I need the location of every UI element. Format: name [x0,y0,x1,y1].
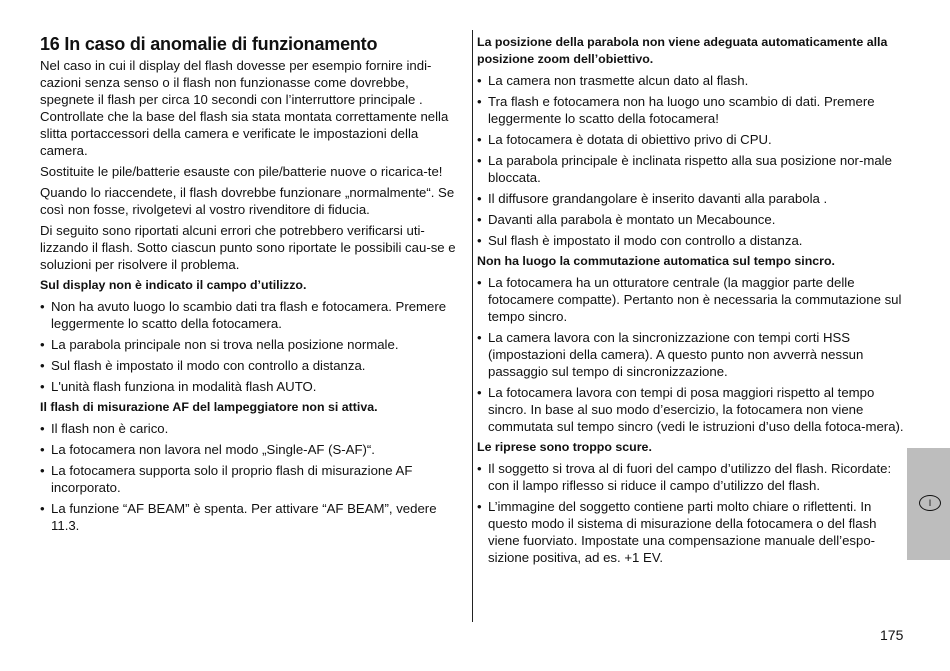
bullet-icon: • [477,212,482,227]
problem-heading: Le riprese sono troppo scure. [477,440,652,454]
list-item [40,298,465,332]
language-badge: I [919,495,941,511]
list-item [477,93,905,127]
intro-paragraph: Sostituite le pile/batterie esauste con pile/batterie nuove o ricarica-te! [40,164,443,179]
list-item-text: Il diffusore grandangolare è inserito davanti alla parabola . [488,191,828,206]
language-tab [907,448,950,560]
intro-paragraph: Nel caso in cui il display del flash dovesse per esempio fornire indi-cazioni senza senso o il flash non funzionasse come dovrebbe, spegnete il flash per circa 10 secondi con l’interruttore principale . Controllate che la base del flash sia stata montata correttamente nella slitta portaccessori della camera e verificate le impostazioni della camera. [40,58,449,158]
cause-list [477,460,905,566]
left-column [40,32,465,538]
list-item [477,131,905,148]
bullet-icon: • [40,358,45,373]
list-item [40,441,465,458]
right-column [477,34,905,570]
list-item-text: Sul flash è impostato il modo con controllo a distanza. [51,358,366,373]
list-item [477,274,905,325]
page-number: 175 [880,627,904,643]
list-item-text: La parabola principale è inclinata rispetto alla sua posizione nor-male bloccata. [488,153,892,185]
list-item-text: L'unità flash funziona in modalità flash AUTO. [51,379,317,394]
bullet-icon: • [477,132,482,147]
list-item-text: La fotocamera è dotata di obiettivo privo di CPU. [488,132,772,147]
cause-list [477,274,905,435]
problem-heading: Sul display non è indicato il campo d’utilizzo. [40,278,307,292]
list-item-text: Davanti alla parabola è montato un Mecabounce. [488,212,776,227]
bullet-icon: • [40,463,45,478]
problem-heading: Il flash di misurazione AF del lampeggiatore non si attiva. [40,400,378,414]
list-item [40,336,465,353]
problem-heading: La posizione della parabola non viene adeguata automaticamente alla posizione zoom dell’obiettivo. [477,35,888,66]
bullet-icon: • [477,153,482,168]
section-title: 16 In caso di anomalie di funzionamento [40,34,378,54]
list-item-text: La funzione “AF BEAM” è spenta. Per attivare “AF BEAM”, vedere 11.3. [51,501,437,533]
list-item [477,498,905,566]
column-divider [472,30,473,622]
list-item-text: Il soggetto si trova al di fuori del campo d’utilizzo del flash. Ricordate: con il lampo riflesso si riduce il campo d’utilizzo del flash. [488,461,892,493]
list-item-text: La fotocamera lavora con tempi di posa maggiori rispetto al tempo sincro. In base al suo modo d’esercizio, la fotocamera non viene commutata sul tempo sincro (vedi le istruzioni d’uso della fotoca-mera). [488,385,904,434]
list-item [477,232,905,249]
bullet-icon: • [477,94,482,109]
bullet-icon: • [40,442,45,457]
bullet-icon: • [40,379,45,394]
intro-paragraph: Quando lo riaccendete, il flash dovrebbe funzionare „normalmente“. Se così non fosse, rivolgetevi al vostro rivenditore di fiducia. [40,185,455,217]
bullet-icon: • [477,233,482,248]
list-item-text: La fotocamera supporta solo il proprio flash di misurazione AF incorporato. [51,463,413,495]
list-item [40,500,465,534]
list-item-text: La camera non trasmette alcun dato al flash. [488,73,749,88]
cause-list [477,72,905,249]
intro-paragraph: Di seguito sono riportati alcuni errori che potrebbero verificarsi uti-lizzando il flash. Sotto ciascun punto sono riportate le possibili cau-se e soluzioni per risolvere il problema. [40,223,456,272]
cause-list [40,298,465,395]
list-item-text: L’immagine del soggetto contiene parti molto chiare o riflettenti. In questo modo il sistema di misurazione della fotocamera o del flash viene fuorviato. Impostate una compensazione manuale dell’espo-sizione positiva, ad es. +1 EV. [488,499,877,565]
bullet-icon: • [477,73,482,88]
list-item-text: La fotocamera non lavora nel modo „Single-AF (S-AF)“. [51,442,375,457]
cause-list [40,420,465,534]
list-item [40,357,465,374]
bullet-icon: • [40,337,45,352]
list-item [477,152,905,186]
list-item [477,72,905,89]
bullet-icon: • [40,299,45,314]
bullet-icon: • [477,499,482,514]
list-item [477,329,905,380]
list-item-text: La fotocamera ha un otturatore centrale (la maggior parte delle fotocamere compatte). Pertanto non è necessaria la commutazione sul tempo sincro. [488,275,902,324]
bullet-icon: • [477,461,482,476]
bullet-icon: • [40,501,45,516]
list-item-text: La camera lavora con la sincronizzazione con tempi corti HSS (impostazioni della camera). A questo punto non avverrà nessun passaggio sul tempo di sincronizzazione. [488,330,864,379]
bullet-icon: • [40,421,45,436]
bullet-icon: • [477,385,482,400]
list-item-text: Tra flash e fotocamera non ha luogo uno scambio di dati. Premere leggermente lo scatto della fotocamera! [488,94,875,126]
bullet-icon: • [477,191,482,206]
list-item [477,460,905,494]
list-item-text: Non ha avuto luogo lo scambio dati tra flash e fotocamera. Premere leggermente lo scatto della fotocamera. [51,299,447,331]
list-item [40,462,465,496]
list-item-text: Sul flash è impostato il modo con controllo a distanza. [488,233,803,248]
list-item [477,190,905,207]
list-item [40,420,465,437]
list-item [477,384,905,435]
bullet-icon: • [477,275,482,290]
list-item [477,211,905,228]
problem-heading: Non ha luogo la commutazione automatica sul tempo sincro. [477,254,835,268]
list-item-text: La parabola principale non si trova nella posizione normale. [51,337,399,352]
list-item [40,378,465,395]
bullet-icon: • [477,330,482,345]
list-item-text: Il flash non è carico. [51,421,169,436]
